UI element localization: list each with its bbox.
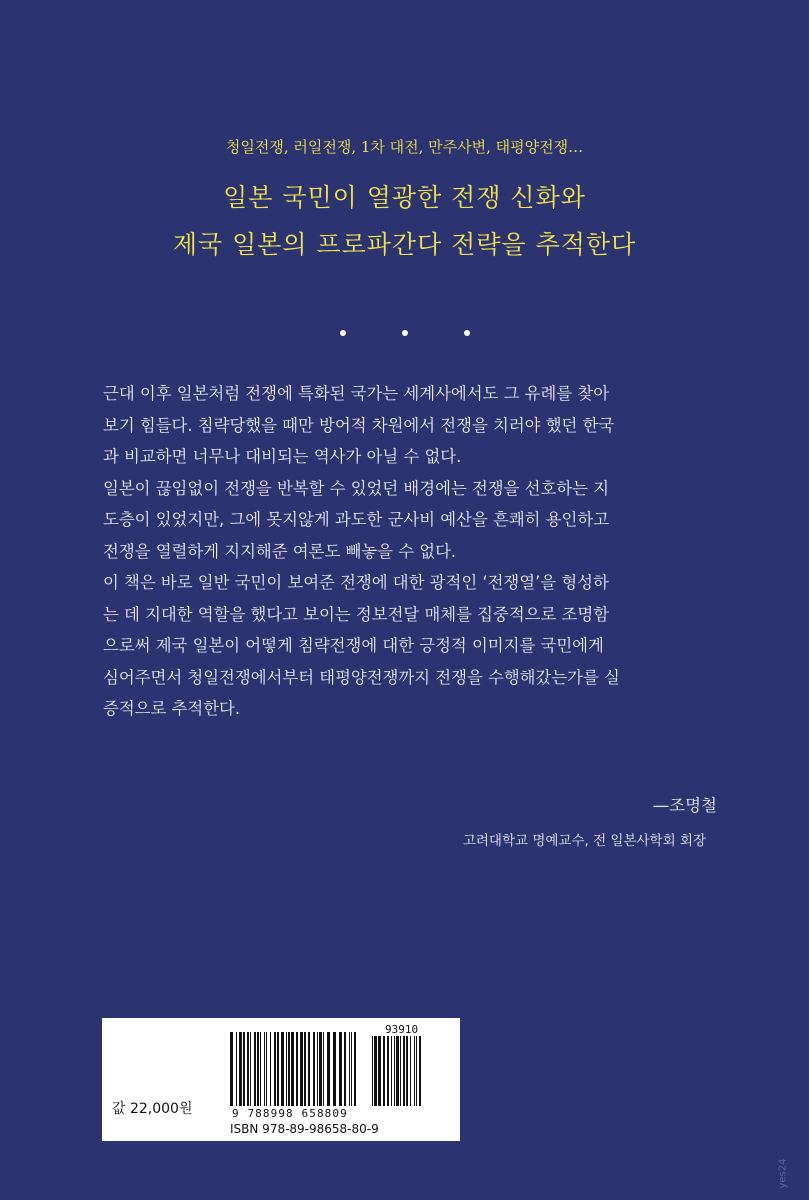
blurb-line: 전쟁을 열렬하게 지지해준 여론도 빼놓을 수 없다. [103,541,457,561]
blurb-line: 도층이 있었지만, 그에 못지않게 과도한 군사비 예산을 흔쾌히 용인하고 [103,510,610,529]
addon-code: 93910 [385,1023,419,1036]
blurb-line: 심어주면서 청일전쟁에서부터 태평양전쟁까지 전쟁을 수행해갔는가를 실 [103,667,620,687]
blurb-line: 는 데 지대한 역할을 했다고 보이는 정보전달 매체를 집중적으로 조명함 [103,604,610,624]
watermark-text: yes24 [777,1158,789,1189]
blurb-text [103,378,715,725]
divider-dot [402,330,408,336]
isbn-barcode [230,1032,360,1106]
addon-barcode [372,1036,422,1106]
author-affiliation: 고려대학교 명예교수, 전 일본사학회 회장 [462,833,706,849]
isbn-number: ISBN 978-89-98658-80-9 [230,1122,379,1136]
divider-dot [340,330,346,336]
blurb-line: 일본이 끊임없이 전쟁을 반복할 수 있었던 배경에는 전쟁을 선호하는 지 [103,478,610,498]
divider-dot [464,330,470,336]
blurb-line: 으로써 제국 일본이 어떻게 침략전쟁에 대한 긍정적 이미지를 국민에게 [103,636,604,655]
headline-line-1: 일본 국민이 열광한 전쟁 신화와 [223,183,586,212]
price-label: 값 22,000원 [112,1101,193,1117]
barcode-digits: 9 788998 658809 [232,1107,348,1120]
dot-divider [0,330,809,336]
blurb-line: 근대 이후 일본처럼 전쟁에 특화된 국가는 세계사에서도 그 유례를 찾아 [103,384,610,403]
headline-line-2: 제국 일본의 프로파간다 전략을 추적한다 [172,230,637,259]
barcode-panel [102,1018,460,1141]
blurb-line: 과 비교하면 너무나 대비되는 역사가 아닐 수 없다. [103,447,462,466]
blurb-line: 증적으로 추적한다. [103,699,241,718]
blurb-line: 이 책은 바로 일반 국민이 보여준 전쟁에 대한 광적인 ‘전쟁열’을 형성하 [103,573,609,592]
blurb-author: —조명철 [652,796,717,815]
blurb-line: 보기 힘들다. 침략당했을 때만 방어적 차원에서 전쟁을 치러야 했던 한국 [103,415,615,435]
tagline: 청일전쟁, 러일전쟁, 1차 대전, 만주사변, 태평양전쟁… [225,138,584,156]
